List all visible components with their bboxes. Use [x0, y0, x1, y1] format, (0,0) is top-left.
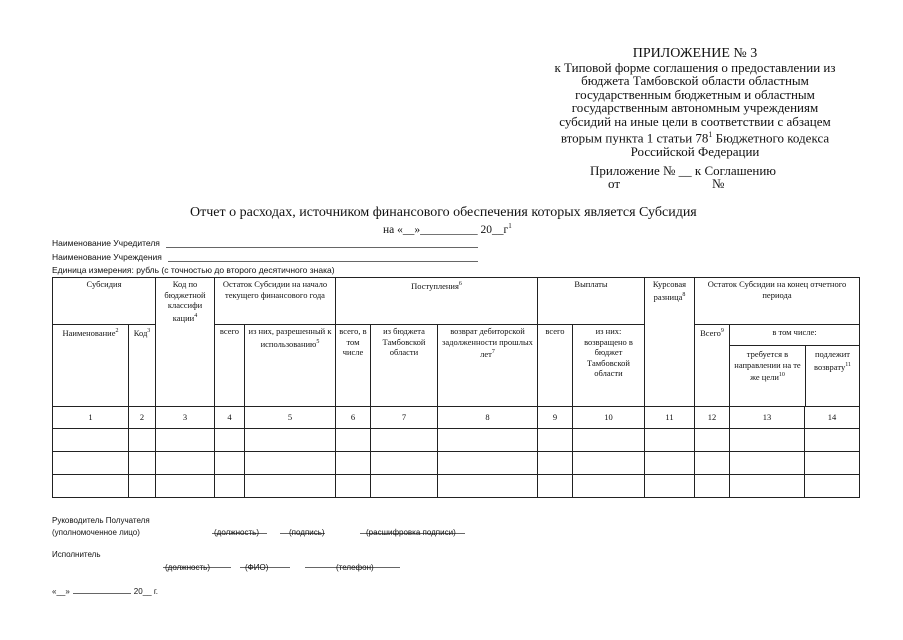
column-number: 1 [53, 407, 129, 429]
table-row [53, 475, 860, 498]
report-table [52, 277, 860, 498]
appendix-line: к Типовой форме соглашения о предоставлении из [554, 59, 836, 75]
appendix-header [520, 47, 870, 158]
column-number: 7 [371, 407, 438, 429]
executor-label: Исполнитель [52, 550, 101, 559]
column-numbers-row [53, 407, 860, 429]
report-title: Отчет о расходах, источником финансового обеспечения которых является Субсидия [190, 205, 697, 220]
phone-caption: (телефон) [336, 563, 374, 572]
founder-field[interactable] [166, 239, 478, 248]
col-end-including: в том числе: [730, 325, 859, 346]
column-number: 2 [129, 407, 156, 429]
header-row-1 [53, 278, 860, 325]
header-end-balance: Остаток Субсидии на конец отчетного периода [695, 278, 860, 325]
appendix-title: ПРИЛОЖЕНИЕ № 3 [632, 46, 758, 61]
header-kbk: Код по бюджетной классифи кации$^4$ [156, 278, 215, 407]
agreement-date-number: от № [608, 176, 725, 191]
col-income-return: возврат дебиторской задолженности прошлых лет$^7$ [438, 325, 538, 407]
col-name: Наименование$^2$ [53, 325, 129, 407]
unit-label: Единица измерения: рубль (с точностью до второго десятичного знака) [52, 265, 335, 275]
date-day: «__» [52, 587, 70, 596]
column-number: 4 [215, 407, 245, 429]
column-number: 10 [573, 407, 645, 429]
signature-caption: (подпись) [289, 528, 325, 537]
col-end-total: Всего$^9$ [695, 325, 730, 407]
table-row [53, 452, 860, 475]
column-number: 9 [538, 407, 573, 429]
col-payments-returned: из них: возвращено в бюджет Тамбовской области [573, 325, 645, 407]
col-start-allowed: из них, разрешенный к использованию$^5$ [245, 325, 336, 407]
col-end-return: подлежит возврату$^{11}$ [813, 349, 851, 372]
column-number: 11 [645, 407, 695, 429]
founder-row [52, 238, 478, 248]
institution-field[interactable] [168, 253, 478, 262]
agreement-reference [590, 164, 810, 190]
header-payments: Выплаты [538, 278, 645, 325]
head-label: Руководитель Получателя [52, 516, 150, 525]
header-start-balance: Остаток Субсидии на начало текущего финансового года [215, 278, 336, 325]
header-income: Поступления$^6$ [336, 278, 538, 325]
appendix-line: бюджета Тамбовской области областным [581, 73, 809, 88]
appendix-line: государственным автономным учреждениям [571, 100, 819, 115]
authorized-label: (уполномоченное лицо) [52, 528, 140, 537]
appendix-line: вторым пункта 1 статьи $78^1$ Бюджетного кодекса [560, 130, 830, 146]
col-start-total: всего [215, 325, 245, 407]
position-caption: (должность) [214, 528, 259, 537]
founder-label: Наименование Учредителя [52, 238, 160, 248]
appendix-line: субсидий на иные цели в соответствии с абзацем [559, 113, 831, 129]
date-row [52, 586, 158, 596]
col-payments-total: всего [538, 325, 573, 407]
decoding-caption: (расшифровка подписи) [366, 528, 456, 537]
table-row [53, 429, 860, 452]
column-number: 12 [695, 407, 730, 429]
column-number: 13 [730, 407, 805, 429]
institution-label: Наименование Учреждения [52, 252, 162, 262]
col-end-including-group [730, 325, 860, 407]
col-income-total: всего, в том числе [336, 325, 371, 407]
col-end-required: требуется в направлении на те же цели$^{10}$ [730, 346, 806, 406]
date-month-line[interactable] [73, 586, 131, 594]
appendix-line: Российской Федерации [630, 143, 760, 159]
fio-caption: (ФИО) [245, 563, 269, 572]
column-number: 14 [805, 407, 860, 429]
column-number: 6 [336, 407, 371, 429]
column-number: 5 [245, 407, 336, 429]
column-number: 3 [156, 407, 215, 429]
appendix-line: государственным бюджетным и областным [575, 86, 815, 102]
date-year: 20__ г. [133, 587, 158, 596]
column-number: 8 [438, 407, 538, 429]
header-subsidy: Субсидия [53, 278, 156, 325]
agreement-line: Приложение № __ к Соглашению [590, 163, 776, 178]
header-exchange-rate: Курсовая разница$^8$ [645, 278, 695, 407]
institution-row [52, 252, 478, 262]
col-income-budget: из бюджета Тамбовской области [371, 325, 438, 407]
col-code: Код$^3$ [129, 325, 156, 407]
report-date-line: на «__»__________ $20\_\_г^1$ [383, 222, 512, 236]
executor-position-caption: (должность) [165, 563, 210, 572]
